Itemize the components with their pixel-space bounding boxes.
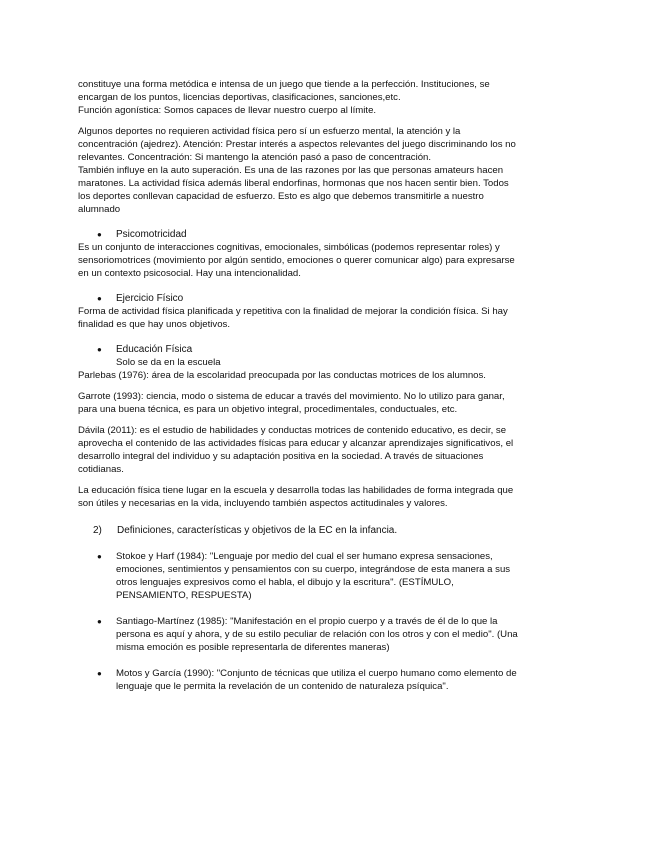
text-line: cotidianas. — [78, 464, 124, 475]
text-line: concentración (ajedrez). Atención: Prestar interés a aspectos relevantes del juego discriminando los no — [78, 139, 516, 150]
bullet-icon: ● — [97, 617, 102, 626]
bullet-icon: ● — [97, 669, 102, 678]
document-page — [78, 78, 578, 693]
text-line: encargan de los puntos, licencias deportivas, clasificaciones, sanciones,etc. — [78, 92, 401, 103]
davila-paragraph — [78, 424, 578, 476]
effort-paragraph — [78, 125, 578, 216]
text-line: desarrollo integral del individuo y su adaptación positiva en la sociedad. A través de situaciones — [78, 451, 484, 462]
section-title: Definiciones, características y objetivos de la EC en la infancia. — [117, 525, 398, 536]
text-line: Motos y García (1990): "Conjunto de técnicas que utiliza el cuerpo humano como elemento de — [116, 668, 517, 679]
text-line: Garrote (1993): ciencia, modo o sistema de educar a través del movimiento. No lo utilizo para ganar, — [78, 391, 505, 402]
text-line: son útiles y necesarias en la vida, incluyendo también aspectos actitudinales y valores. — [78, 498, 448, 509]
text-line: lenguaje que le permita la revelación de un contenido de naturaleza psíquica". — [116, 681, 449, 692]
psicomotricidad-paragraph — [78, 241, 578, 280]
text-line: maratones. La actividad física además liberal endorfinas, hormonas que nos hacen sentir bien. Todos — [78, 178, 509, 189]
bullet-icon: ● — [97, 345, 102, 354]
text-line: Forma de actividad física planificada y repetitiva con la finalidad de mejorar la condición física. Si hay — [78, 306, 508, 317]
text-line: misma emoción es posible representarla de diferentes maneras) — [116, 642, 390, 653]
text-line: Stokoe y Harf (1984): "Lenguaje por medio del cual el ser humano expresa sensaciones, — [116, 551, 493, 562]
text-line: finalidad es que hay unos objetivos. — [78, 319, 231, 330]
text-line: PENSAMIENTO, RESPUESTA) — [116, 590, 252, 601]
text-line: También influye en la auto superación. Es una de las razones por las que personas amateurs hacen — [78, 165, 504, 176]
text-line: Parlebas (1976): área de la escolaridad preocupada por las conductas motrices de los alumnos. — [78, 370, 486, 381]
text-line: La educación física tiene lugar en la escuela y desarrolla todas las habilidades de forma integrada que — [78, 485, 514, 496]
text-line: Dávila (2011): es el estudio de habilidades y conductas motrices de contenido educativo, es decir, se — [78, 425, 507, 436]
definition-item — [78, 550, 578, 602]
text-line: constituye una forma metódica e intensa de un juego que tiende a la perfección. Instituciones, se — [78, 79, 490, 90]
section-title: Psicomotricidad — [116, 229, 187, 240]
garrote-paragraph — [78, 390, 578, 416]
section-title: Ejercicio Físico — [116, 293, 184, 304]
text-line: alumnado — [78, 204, 121, 215]
text-line: sensoriomotrices (movimiento por algún sentido, emociones o querer comunicar algo) para expresarse — [78, 255, 515, 266]
text-line: emociones, sentimientos y pensamientos con su cuerpo, integrándose de esta manera a sus — [116, 564, 511, 575]
section-heading-ejercicio-fisico — [78, 292, 578, 305]
section-subline: Solo se da en la escuela — [116, 357, 221, 368]
ejercicio-fisico-paragraph — [78, 305, 578, 331]
text-line: Función agonística: Somos capaces de llevar nuestro cuerpo al límite. — [78, 105, 377, 116]
text-line: otros lenguajes expresivos como el habla, el dibujo y la escritura". (ESTÍMULO, — [116, 577, 454, 588]
definition-item — [78, 615, 578, 654]
text-line: relevantes. Concentración: Si mantengo la atención pasó a paso de concentración. — [78, 152, 432, 163]
definition-item — [78, 667, 578, 693]
text-line: Algunos deportes no requieren actividad física pero sí un esfuerzo mental, la atención y la — [78, 126, 461, 137]
ef-summary-paragraph — [78, 484, 578, 510]
bullet-icon: ● — [97, 552, 102, 561]
section-number: 2) — [93, 525, 102, 536]
section-title: Educación Física — [116, 344, 193, 355]
text-line: los deportes conllevan capacidad de esfuerzo. Esto es algo que debemos transmitirle a nuestro — [78, 191, 484, 202]
bullet-icon: ● — [97, 230, 102, 239]
bullet-icon: ● — [97, 294, 102, 303]
text-line: persona es aquí y ahora, y de su estilo peculiar de relación con los otros y con el medio". (Una — [116, 629, 518, 640]
text-line: Es un conjunto de interacciones cognitivas, emocionales, simbólicas (podemos representar roles) y — [78, 242, 500, 253]
text-line: Santiago-Martínez (1985): "Manifestación en el propio cuerpo y a través de él de lo que la — [116, 616, 498, 627]
text-line: en un contexto psicosocial. Hay una intencionalidad. — [78, 268, 301, 279]
text-line: aprovecha el contenido de las actividades físicas para educar y alcanzar aprendizajes significativos, el — [78, 438, 514, 449]
section-heading-psicomotricidad — [78, 228, 578, 241]
section-heading-educacion-fisica — [78, 343, 578, 356]
intro-paragraph — [78, 78, 578, 117]
section-2-heading — [78, 524, 578, 537]
text-line: para una buena técnica, es para un objetivo integral, procedimentales, conductuales, etc. — [78, 404, 458, 415]
